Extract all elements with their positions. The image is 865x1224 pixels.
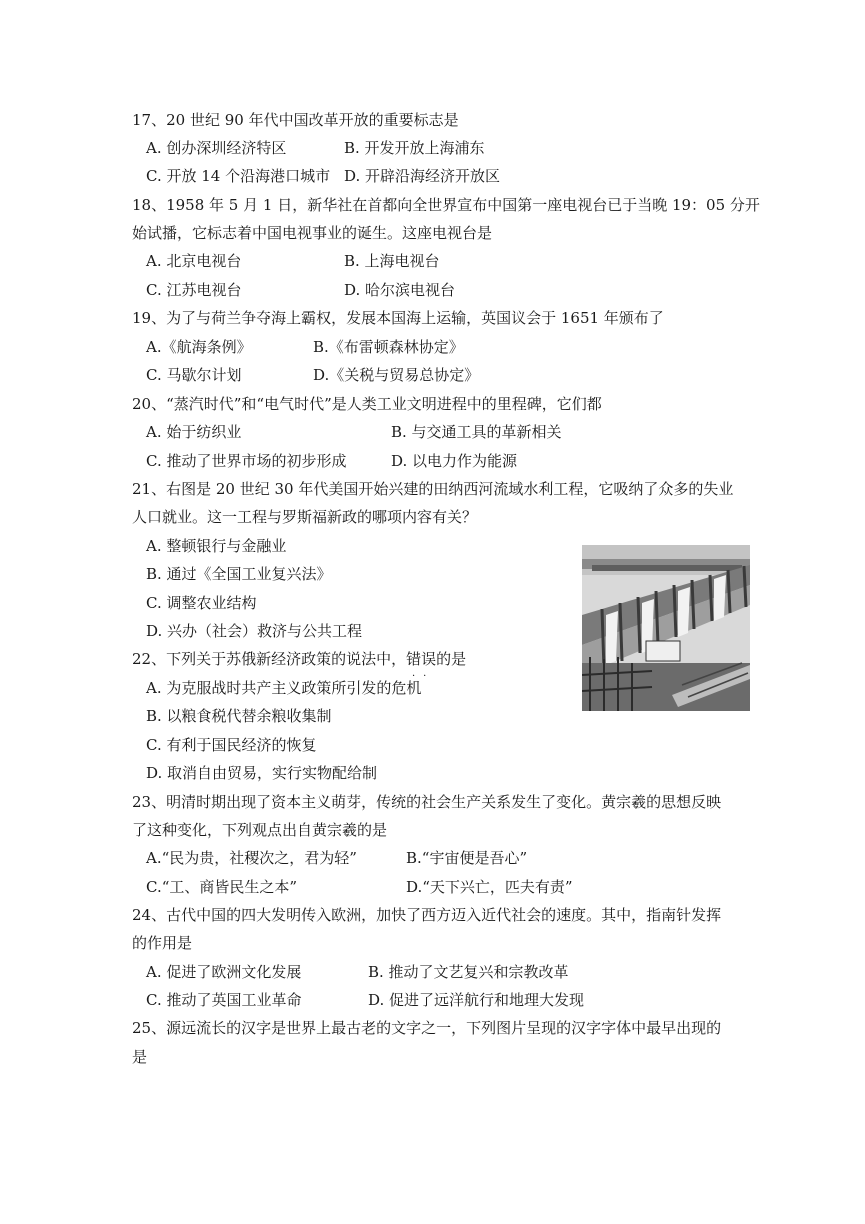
question-23-stem-line2: 了这种变化，下列观点出自黄宗羲的是 [132,821,388,839]
question-24-option-b[interactable]: B. 推动了文艺复兴和宗教改革 [368,963,569,981]
question-25-stem-line2: 是 [132,1048,148,1066]
question-20-option-a[interactable]: A. 始于纺织业 [146,423,242,441]
question-19-option-d[interactable]: D.《关税与贸易总协定》 [313,366,480,384]
question-22-option-a[interactable]: A. 为克服战时共产主义政策所引发的危机 [146,679,422,697]
question-17-option-b[interactable]: B. 开发开放上海浦东 [344,139,485,157]
question-23-option-b[interactable]: B.“宇宙便是吾心” [406,849,528,867]
question-18-option-c[interactable]: C. 江苏电视台 [146,281,242,299]
question-23-option-d[interactable]: D.“天下兴亡，匹夫有责” [406,878,573,896]
question-24-option-d[interactable]: D. 促进了远洋航行和地理大发现 [368,991,585,1009]
question-20-stem: 20、“蒸汽时代”和“电气时代”是人类工业文明进程中的里程碑，它们都 [132,395,602,413]
question-24-option-a[interactable]: A. 促进了欧洲文化发展 [146,963,302,981]
question-18-option-d[interactable]: D. 哈尔滨电视台 [344,281,456,299]
question-23-stem-line1: 23、明清时期出现了资本主义萌芽，传统的社会生产关系发生了变化。黄宗羲的思想反映 [132,793,722,811]
question-17-stem: 17、20 世纪 90 年代中国改革开放的重要标志是 [132,111,459,129]
question-21-option-d[interactable]: D. 兴办（社会）救济与公共工程 [146,622,363,640]
question-21-stem-line2: 人口就业。这一工程与罗斯福新政的哪项内容有关？ [132,508,478,526]
emphasis-dots: ·· [412,671,435,682]
question-19-option-b[interactable]: B.《布雷顿森林协定》 [313,338,464,356]
question-17-option-a[interactable]: A. 创办深圳经济特区 [146,139,287,157]
question-24-option-c[interactable]: C. 推动了英国工业革命 [146,991,302,1009]
question-22-option-c[interactable]: C. 有利于国民经济的恢复 [146,736,317,754]
question-19-option-a[interactable]: A.《航海条例》 [146,338,252,356]
question-18-stem-line1: 18、1958 年 5 月 1 日，新华社在首都向全世界宣布中国第一座电视台已于当晚 19：05 分开 [132,196,760,214]
question-22-option-b[interactable]: B. 以粮食税代替余粮收集制 [146,707,332,725]
question-18-option-b[interactable]: B. 上海电视台 [344,252,440,270]
question-17-option-c[interactable]: C. 开放 14 个沿海港口城市 [146,167,331,185]
question-19-option-c[interactable]: C. 马歇尔计划 [146,366,242,384]
question-21-option-c[interactable]: C. 调整农业结构 [146,594,257,612]
question-19-stem: 19、为了与荷兰争夺海上霸权，发展本国海上运输，英国议会于 1651 年颁布了 [132,309,664,327]
question-24-stem-line1: 24、古代中国的四大发明传入欧洲，加快了西方迈入近代社会的速度。其中，指南针发挥 [132,906,722,924]
question-25-stem-line1: 25、源远流长的汉字是世界上最古老的文字之一，下列图片呈现的汉字字体中最早出现的 [132,1019,722,1037]
question-18-stem-line2: 始试播，它标志着中国电视事业的诞生。这座电视台是 [132,224,493,242]
question-21-stem-line1: 21、右图是 20 世纪 30 年代美国开始兴建的田纳西河流域水利工程，它吸纳了众多的失业 [132,480,734,498]
question-17-option-d[interactable]: D. 开辟沿海经济开放区 [344,167,501,185]
question-20-option-d[interactable]: D. 以电力作为能源 [391,452,518,470]
question-20-option-c[interactable]: C. 推动了世界市场的初步形成 [146,452,347,470]
question-20-option-b[interactable]: B. 与交通工具的革新相关 [391,423,562,441]
question-23-option-c[interactable]: C.“工、商皆民生之本” [146,878,298,896]
question-21-option-a[interactable]: A. 整顿银行与金融业 [146,537,287,555]
question-23-option-a[interactable]: A.“民为贵，社稷次之，君为轻” [146,849,357,867]
dam-photo [582,545,750,711]
question-21-option-b[interactable]: B. 通过《全国工业复兴法》 [146,565,332,583]
question-18-option-a[interactable]: A. 北京电视台 [146,252,242,270]
question-22-option-d[interactable]: D. 取消自由贸易，实行实物配给制 [146,764,378,782]
question-24-stem-line2: 的作用是 [132,934,193,952]
question-22-stem: 22、下列关于苏俄新经济政策的说法中，错误的是 [132,650,467,668]
